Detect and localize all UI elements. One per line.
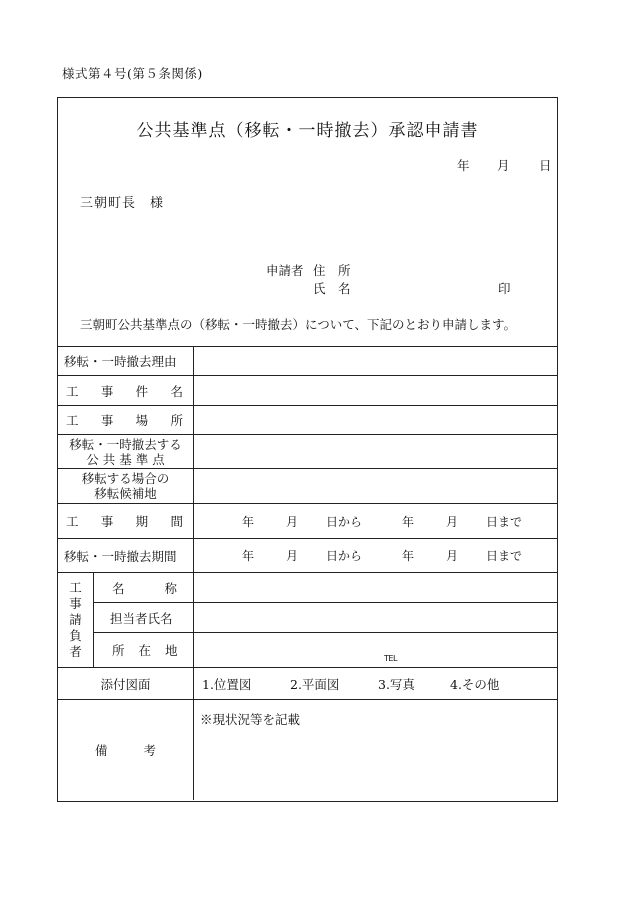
field-candidate-site[interactable] — [194, 469, 557, 503]
applicant-block — [266, 261, 351, 297]
field-work-name[interactable] — [194, 376, 557, 405]
label-contractor-location: 所 在 地 — [94, 633, 194, 667]
field-target-point[interactable] — [194, 435, 557, 468]
field-contractor-person[interactable] — [194, 603, 557, 632]
date-year: 年 — [457, 158, 470, 173]
label-contractor: 工 事 請 負 者 — [58, 573, 94, 667]
label-reason: 移転・一時撤去理由 — [58, 346, 194, 375]
row-reason — [58, 346, 557, 376]
field-reason[interactable] — [194, 346, 557, 375]
form-table — [58, 346, 557, 800]
field-work-place[interactable] — [194, 406, 557, 434]
label-contractor-person: 担当者氏名 — [94, 603, 194, 632]
contractor-location-row — [94, 633, 557, 667]
form-number: 様式第４号(第５条関係) — [62, 66, 203, 81]
address-label: 住 所 — [313, 263, 351, 278]
row-removal-period — [58, 539, 557, 573]
tel-label: TEL — [384, 654, 397, 663]
label-attachments: 添付図面 — [58, 668, 194, 699]
date-day: 日 — [539, 158, 552, 173]
attachment-item: 3.写真 — [378, 676, 415, 692]
label-work-name: 工 事 件 名 — [58, 376, 194, 405]
contractor-section — [58, 573, 557, 668]
contractor-person-row — [94, 603, 557, 633]
application-statement: 三朝町公共基準点の（移転・一時撤去）について、下記のとおり申請します。 — [80, 317, 517, 332]
row-target-point — [58, 435, 557, 469]
label-removal-period: 移転・一時撤去期間 — [58, 539, 194, 572]
form-header — [58, 98, 557, 347]
date-line — [457, 156, 552, 174]
date-month: 月 — [497, 158, 510, 173]
label-candidate-site: 移転する場合の 移転候補地 — [58, 469, 194, 503]
row-candidate-site — [58, 469, 557, 504]
field-removal-period[interactable]: 年 月 日から 年 月 日まで — [242, 549, 523, 563]
field-contractor-location[interactable] — [194, 633, 557, 667]
row-attachments — [58, 668, 557, 700]
addressee: 三朝町長 様 — [80, 196, 165, 211]
applicant-label: 申請者 — [266, 263, 304, 278]
label-contractor-name: 名 称 — [94, 573, 194, 602]
remarks-note: ※現状況等を記載 — [200, 712, 301, 727]
attachment-item: 4.その他 — [450, 676, 500, 692]
row-remarks — [58, 700, 557, 800]
application-form — [57, 97, 558, 802]
seal-mark: 印 — [498, 281, 511, 296]
form-title: 公共基準点（移転・一時撤去）承認申請書 — [136, 121, 479, 141]
row-work-name — [58, 376, 557, 406]
attachment-item: 2.平面図 — [290, 676, 340, 692]
contractor-name-row — [94, 573, 557, 603]
label-work-place: 工 事 場 所 — [58, 406, 194, 434]
attachment-item: 1.位置図 — [202, 676, 252, 692]
field-contractor-name[interactable] — [194, 573, 557, 602]
name-label: 氏 名 — [313, 281, 351, 296]
label-remarks: 備 考 — [58, 700, 194, 800]
field-attachments — [194, 668, 557, 699]
row-work-period — [58, 504, 557, 539]
field-work-period[interactable]: 年 月 日から 年 月 日まで — [242, 514, 523, 529]
label-work-period: 工 事 期 間 — [58, 504, 194, 538]
label-target-point: 移転・一時撤去する 公 共 基 準 点 — [58, 435, 194, 468]
row-work-place — [58, 406, 557, 435]
